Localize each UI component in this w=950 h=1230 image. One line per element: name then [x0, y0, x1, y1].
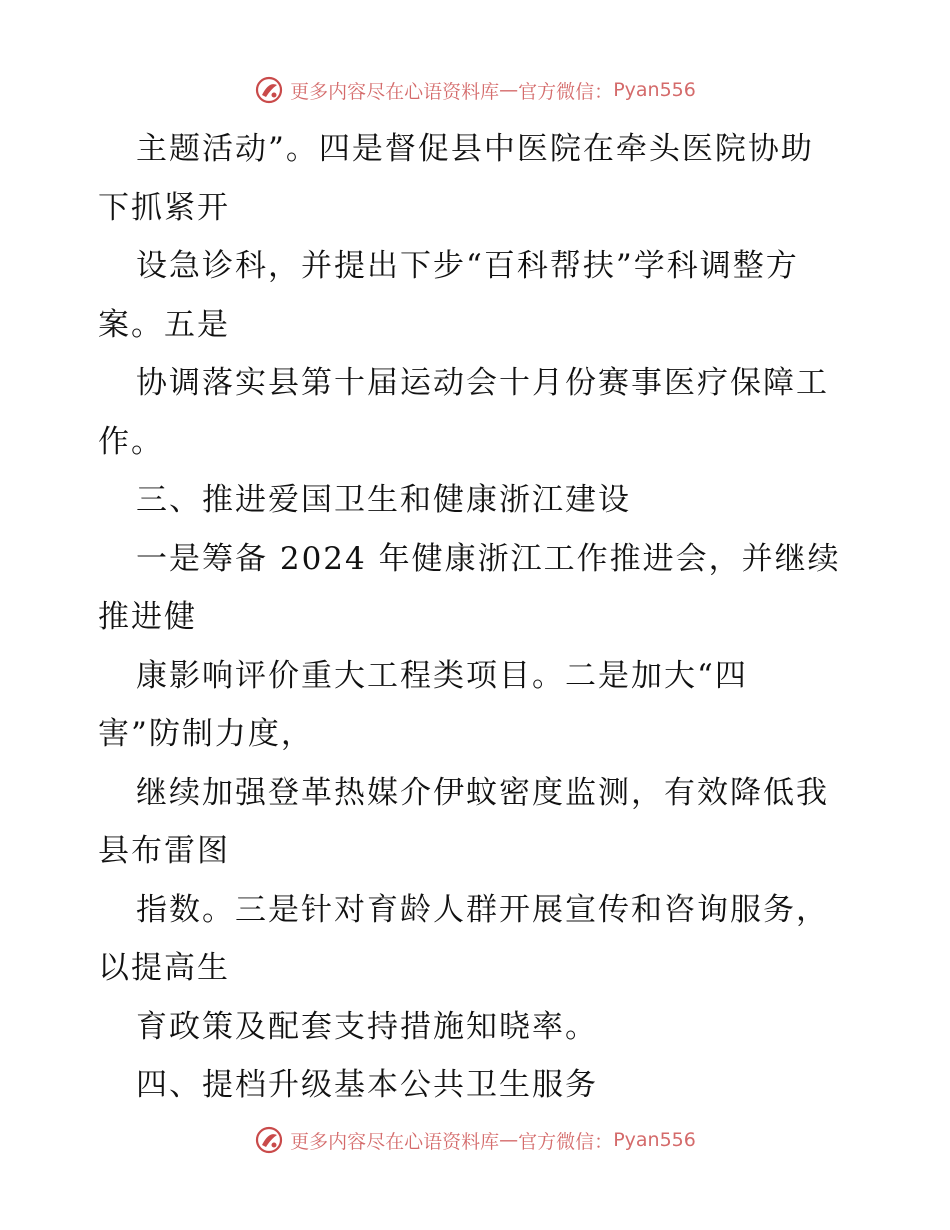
watermark-text-main: 更多内容尽在心语资料库	[290, 1130, 500, 1153]
paragraph-line: 作。	[98, 423, 164, 460]
paragraph	[98, 530, 858, 647]
paragraph-line: 育政策及配套支持措施知晓率。	[136, 1008, 598, 1045]
paragraph-line: 县布雷图	[98, 833, 230, 869]
paragraph	[98, 881, 858, 998]
watermark-text-official: 官方微信：	[518, 80, 614, 103]
watermark-text-id: Pyan556	[613, 1129, 696, 1151]
paragraph	[98, 120, 858, 237]
paragraph	[98, 647, 858, 764]
paragraph-line: 下抓紧开	[98, 189, 230, 226]
paragraph-line: 四、提档升级基本公共卫生服务	[136, 1067, 598, 1103]
paragraph-line: 三、推进爱国卫生和健康浙江建设	[136, 482, 631, 518]
document-body	[98, 120, 858, 1115]
brand-logo-icon	[254, 1125, 284, 1155]
paragraph-line: 康影响评价重大工程类项目。二是加大“四	[136, 657, 748, 694]
brand-logo-icon	[254, 75, 284, 105]
watermark-dash: —	[499, 1129, 519, 1151]
footer-watermark	[0, 1120, 950, 1160]
watermark-text-main: 更多内容尽在心语资料库	[290, 80, 500, 103]
paragraph	[98, 764, 858, 881]
watermark-text-official: 官方微信：	[518, 1130, 614, 1153]
paragraph	[98, 237, 858, 354]
paragraph-line: 案。五是	[98, 306, 230, 343]
watermark-dash: —	[499, 79, 519, 101]
paragraph-line: 害”防制力度，	[98, 716, 314, 752]
paragraph-line: 推进健	[98, 599, 197, 635]
paragraph-line: 一是筹备 2024 年健康浙江工作推进会，并继续	[136, 540, 841, 577]
paragraph-line: 以提高生	[98, 950, 230, 986]
paragraph-line: 主题活动”。四是督促县中医院在牵头医院协助	[136, 131, 814, 167]
paragraph	[98, 354, 858, 471]
paragraph-line: 协调落实县第十届运动会十月份赛事医疗保障工	[136, 365, 829, 401]
paragraph-line: 继续加强登革热媒介伊蚊密度监测，有效降低我	[136, 774, 829, 811]
header-watermark	[0, 70, 950, 110]
section-heading	[98, 471, 858, 530]
watermark-text-id: Pyan556	[613, 79, 696, 101]
paragraph-line: 指数。三是针对育龄人群开展宣传和咨询服务，	[136, 891, 829, 928]
section-heading	[98, 1056, 858, 1115]
paragraph-line: 设急诊科，并提出下步“百科帮扶”学科调整方	[136, 248, 799, 284]
paragraph	[98, 998, 858, 1057]
